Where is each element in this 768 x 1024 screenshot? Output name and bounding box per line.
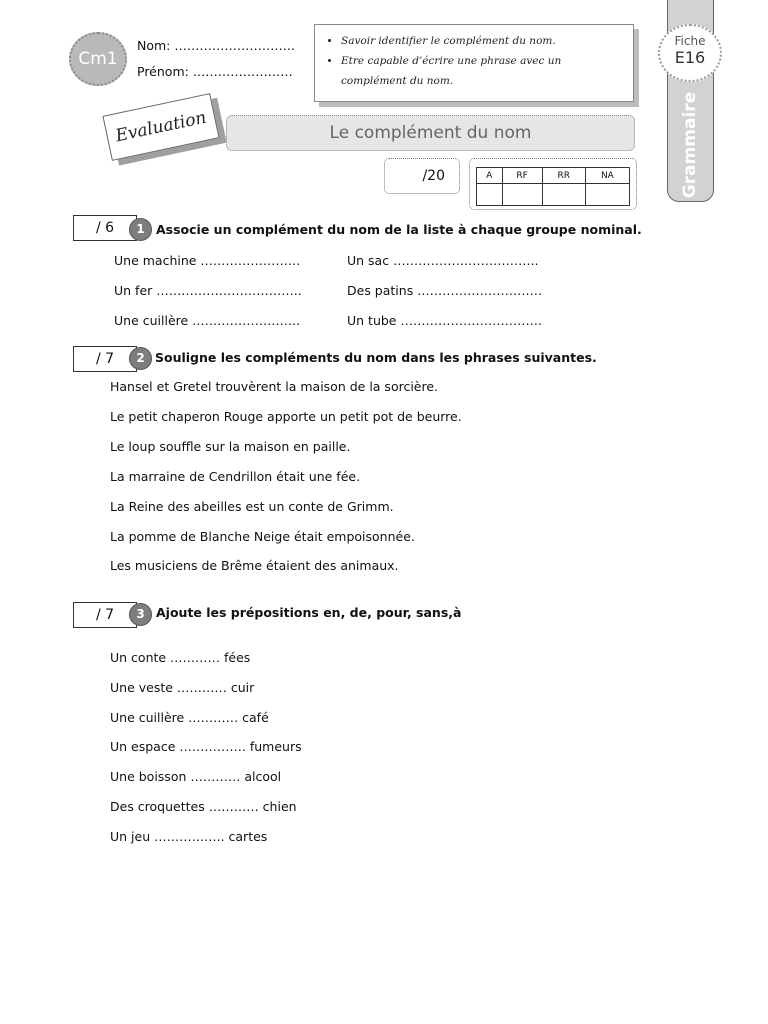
ex1-right-item: Des patins ………………………… bbox=[347, 283, 543, 298]
grade-col-na: NA bbox=[585, 168, 629, 184]
ex1-left-item: Une cuillère …………………….. bbox=[114, 313, 301, 328]
exercise-1-points[interactable]: / 6 bbox=[73, 215, 137, 241]
ex1-right-item: Un tube ……………………………. bbox=[347, 313, 542, 328]
prenom-field[interactable]: Prénom: …………………… bbox=[137, 64, 293, 79]
subject-label: Grammaire bbox=[680, 91, 701, 199]
grade-cell[interactable] bbox=[502, 184, 542, 206]
objectives-box bbox=[314, 24, 634, 102]
ex3-item: Une boisson ………… alcool bbox=[110, 769, 282, 784]
ex3-item: Une veste ………… cuir bbox=[110, 680, 255, 695]
grade-cell[interactable] bbox=[585, 184, 629, 206]
grade-cell[interactable] bbox=[477, 184, 503, 206]
level-badge: Cm1 bbox=[69, 32, 127, 86]
ex2-sentence: Le petit chaperon Rouge apporte un petit pot de beurre. bbox=[110, 409, 462, 424]
grade-col-rf: RF bbox=[502, 168, 542, 184]
ex2-sentence: Hansel et Gretel trouvèrent la maison de la sorcière. bbox=[110, 379, 439, 394]
exercise-3-instruction: Ajoute les prépositions en, de, pour, sans,à bbox=[156, 605, 462, 620]
exercise-3-number: 3 bbox=[129, 603, 152, 626]
ex1-right-item: Un sac …………………………….. bbox=[347, 253, 539, 268]
fiche-label: Fiche bbox=[674, 34, 706, 48]
objective-item: • Etre capable d’écrire une phrase avec un complément du nom. bbox=[341, 51, 625, 91]
ex2-sentence: La pomme de Blanche Neige était empoisonnée. bbox=[110, 529, 415, 544]
grading-grid bbox=[469, 158, 637, 210]
ex2-sentence: La Reine des abeilles est un conte de Grimm. bbox=[110, 499, 394, 514]
ex3-item: Un conte ………… fées bbox=[110, 650, 251, 665]
exercise-1-instruction: Associe un complément du nom de la liste à chaque groupe nominal. bbox=[156, 222, 642, 237]
objective-item: • Savoir identifier le complément du nom. bbox=[341, 31, 625, 51]
ex2-sentence: Les musiciens de Brême étaient des animaux. bbox=[110, 558, 399, 573]
exercise-2-points[interactable]: / 7 bbox=[73, 346, 137, 372]
fiche-badge bbox=[658, 24, 722, 82]
nom-field[interactable]: Nom: ……………………….. bbox=[137, 38, 295, 53]
exercise-1-number: 1 bbox=[129, 218, 152, 241]
ex1-left-item: Une machine …………………… bbox=[114, 253, 301, 268]
ex3-item: Un jeu …………….. cartes bbox=[110, 829, 268, 844]
exercise-2-number: 2 bbox=[129, 347, 152, 370]
ex3-item: Une cuillère ………… café bbox=[110, 710, 269, 725]
ex1-left-item: Un fer …………………………….. bbox=[114, 283, 302, 298]
ex3-item: Des croquettes ………… chien bbox=[110, 799, 297, 814]
grade-col-rr: RR bbox=[542, 168, 585, 184]
evaluation-card: Evaluation bbox=[102, 93, 219, 161]
ex2-sentence: Le loup souffle sur la maison en paille. bbox=[110, 439, 351, 454]
grade-col-a: A bbox=[477, 168, 503, 184]
total-score-box: /20 bbox=[384, 158, 460, 194]
exercise-3-points[interactable]: / 7 bbox=[73, 602, 137, 628]
ex2-sentence: La marraine de Cendrillon était une fée. bbox=[110, 469, 361, 484]
ex3-item: Un espace ……………. fumeurs bbox=[110, 739, 302, 754]
exercise-2-instruction: Souligne les compléments du nom dans les phrases suivantes. bbox=[155, 350, 597, 365]
grade-cell[interactable] bbox=[542, 184, 585, 206]
fiche-code: E16 bbox=[674, 48, 706, 67]
subject-label-wrap bbox=[667, 91, 714, 199]
page-title: Le complément du nom bbox=[226, 115, 635, 151]
